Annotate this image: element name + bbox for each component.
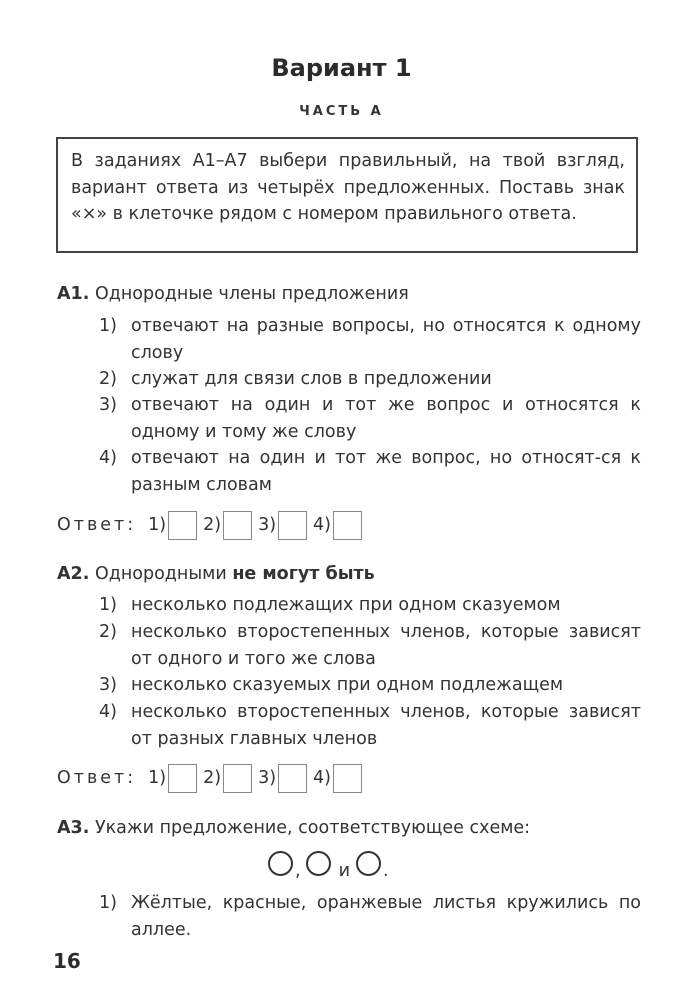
answer-choice-number: 3) (258, 768, 277, 788)
answer-checkbox-1[interactable] (168, 764, 197, 793)
scheme-circle-icon (268, 851, 293, 876)
page-number: 16 (53, 949, 81, 973)
option-number: 1) (99, 893, 117, 913)
answer-checkbox-3[interactable] (278, 764, 307, 793)
option-text: отвечают на один и тот же вопрос, но относят-ся к разным словам (131, 448, 641, 495)
question-number: А2. (57, 564, 90, 584)
option-number: 2) (99, 622, 117, 642)
part-heading: ЧАСТЬ А (299, 104, 384, 119)
option-text: служат для связи слов в предложении (131, 369, 492, 389)
answer-choice-2 (203, 764, 252, 793)
question-number: А1. (57, 284, 90, 304)
scheme-conjunction: и (338, 861, 350, 881)
question-a3-option-1 (99, 890, 641, 943)
question-number: А3. (57, 818, 90, 838)
option-text: несколько второстепенных членов, которые зависят от разных главных членов (131, 702, 641, 749)
question-a1-option-1 (99, 313, 641, 366)
answer-choice-4 (313, 764, 362, 793)
scheme-period: . (382, 861, 389, 881)
scheme-comma: , (295, 861, 301, 881)
option-number: 3) (99, 675, 117, 695)
scheme-circle-icon (356, 851, 381, 876)
question-a1-option-4 (99, 445, 641, 498)
option-number: 3) (99, 395, 117, 415)
answer-checkbox-4[interactable] (333, 511, 362, 540)
option-number: 1) (99, 316, 117, 336)
answer-choice-number: 4) (313, 768, 332, 788)
question-a2-option-4 (99, 699, 641, 752)
answer-choice-1 (148, 511, 197, 540)
answer-choice-number: 4) (313, 515, 332, 535)
answer-checkbox-3[interactable] (278, 511, 307, 540)
question-a2-answer-row (57, 762, 362, 794)
question-a1-option-2 (99, 366, 641, 393)
question-a2-option-2 (99, 619, 641, 672)
question-a1-option-3 (99, 392, 641, 445)
answer-choice-number: 2) (203, 768, 222, 788)
answer-checkbox-1[interactable] (168, 511, 197, 540)
answer-choice-number: 1) (148, 768, 167, 788)
question-text: Однородными (94, 564, 227, 584)
question-text-emphasis: не могут быть (232, 564, 375, 584)
variant-title: Вариант 1 (271, 54, 412, 82)
option-text: Жёлтые, красные, оранжевые листья кружились по аллее. (131, 893, 641, 940)
answer-label: Ответ: (57, 768, 137, 788)
answer-choice-3 (258, 511, 307, 540)
answer-checkbox-4[interactable] (333, 764, 362, 793)
option-text: несколько сказуемых при одном подлежащем (131, 675, 564, 695)
option-number: 4) (99, 702, 117, 722)
answer-label: Ответ: (57, 515, 137, 535)
question-a1-answer-row (57, 509, 362, 541)
answer-choice-number: 2) (203, 515, 222, 535)
question-a2-option-3 (99, 672, 641, 699)
option-text: отвечают на разные вопросы, но относятся к одному слову (131, 316, 641, 363)
option-text: несколько второстепенных членов, которые зависят от одного и того же слова (131, 622, 641, 669)
answer-choice-1 (148, 764, 197, 793)
question-a3 (57, 815, 647, 842)
answer-checkbox-2[interactable] (223, 511, 252, 540)
answer-checkbox-2[interactable] (223, 764, 252, 793)
option-text: несколько подлежащих при одном сказуемом (131, 595, 561, 615)
instructions-box: В заданиях А1–А7 выбери правильный, на твой взгляд, вариант ответа из четырёх предложенных. Поставь знак «×» в клеточке рядом с номером правильного ответа. (56, 137, 638, 253)
answer-choice-4 (313, 511, 362, 540)
question-a2-option-1 (99, 592, 641, 619)
option-text: отвечают на один и тот же вопрос и относятся к одному и тому же слову (131, 395, 641, 442)
option-number: 4) (99, 448, 117, 468)
question-text: Однородные члены предложения (94, 284, 409, 304)
answer-choice-number: 3) (258, 515, 277, 535)
question-a1 (57, 281, 647, 308)
sentence-scheme (268, 846, 394, 882)
scheme-circle-icon (306, 851, 331, 876)
question-a2 (57, 561, 647, 588)
option-number: 2) (99, 369, 117, 389)
answer-choice-3 (258, 764, 307, 793)
option-number: 1) (99, 595, 117, 615)
answer-choice-number: 1) (148, 515, 167, 535)
question-text: Укажи предложение, соответствующее схеме: (94, 818, 531, 838)
answer-choice-2 (203, 511, 252, 540)
